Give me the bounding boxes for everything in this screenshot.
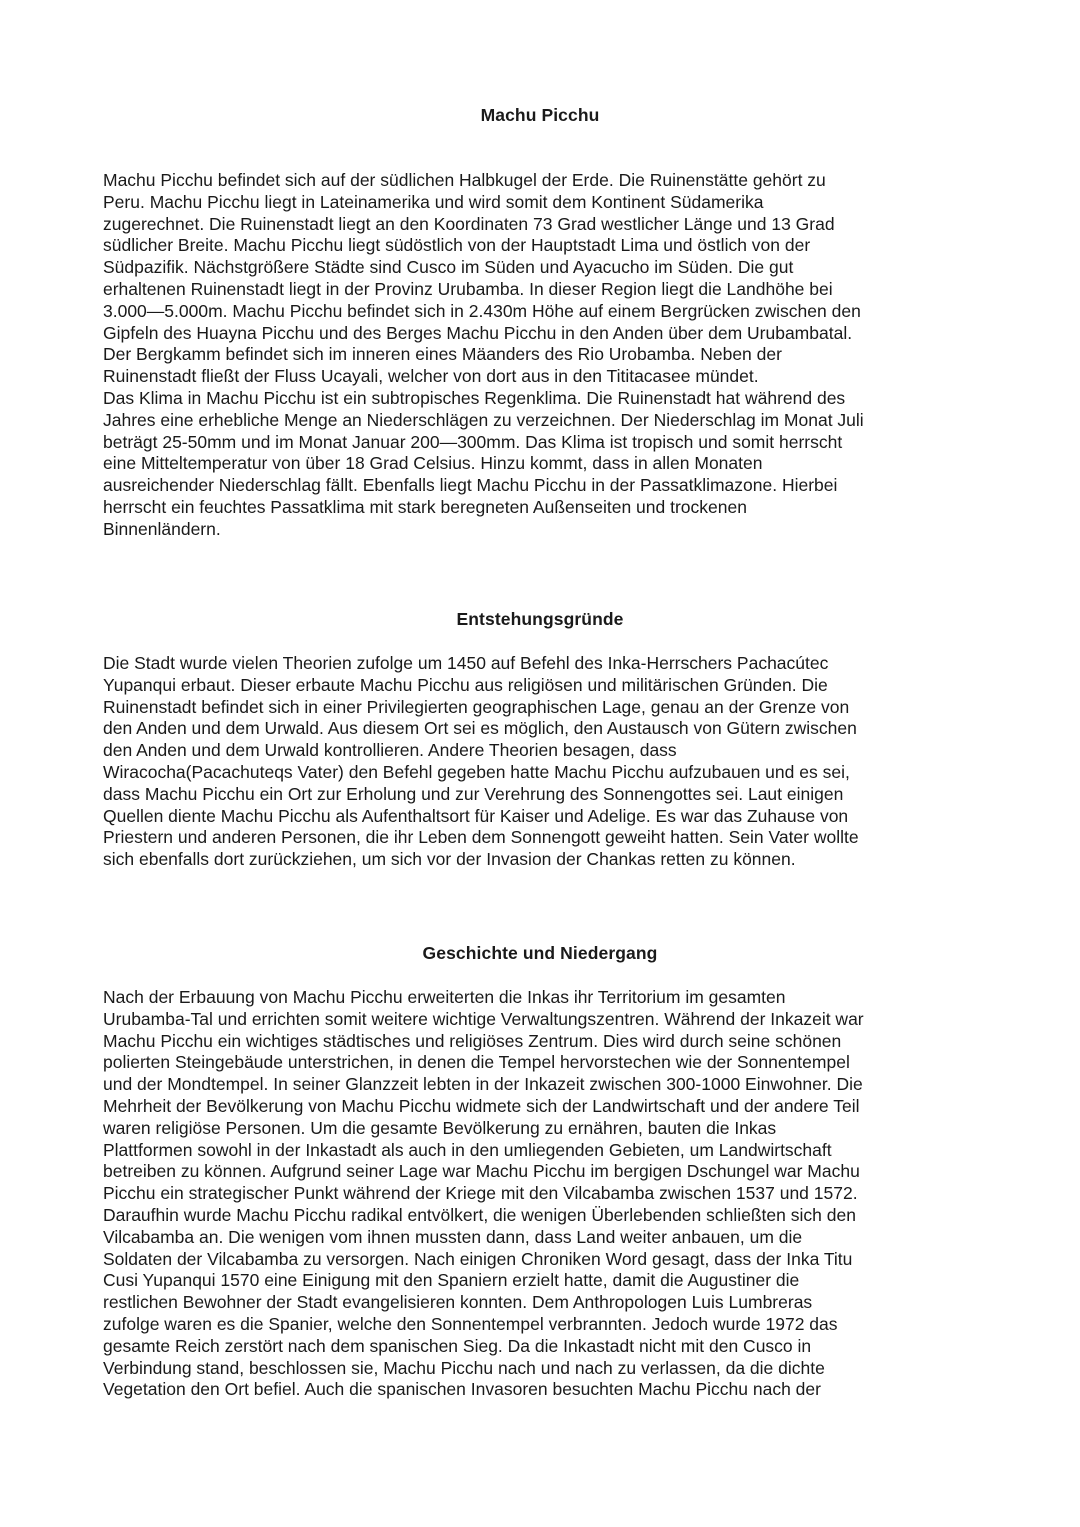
text-line: Der Bergkamm befindet sich im inneren eines Mäanders des Rio Urobamba. Neben der	[103, 344, 782, 365]
text-line: herrscht ein feuchtes Passatklima mit stark beregneten Außenseiten und trockenen	[103, 496, 747, 517]
text-line: Jahres eine erhebliche Menge an Niederschlägen zu verzeichnen. Der Niederschlag im Monat Juli	[103, 409, 864, 430]
text-line: den Anden und dem Urwald kontrollieren. Andere Theorien besagen, dass	[103, 740, 677, 761]
text-line: beträgt 25-50mm und im Monat Januar 200—300mm. Das Klima ist tropisch und somit herrscht	[103, 431, 843, 452]
text-line: waren religiöse Personen. Um die gesamte Bevölkerung zu ernähren, bauten die Inkas	[103, 1117, 777, 1138]
text-line: Machu Picchu befindet sich auf der südlichen Halbkugel der Erde. Die Ruinenstätte gehört zu	[103, 170, 826, 190]
text-line: Die Stadt wurde vielen Theorien zufolge um 1450 auf Befehl des Inka-Herrschers Pachacútec	[103, 653, 829, 673]
section-title-entstehungsgruende: Entstehungsgründe	[456, 609, 624, 629]
text-line: betreiben zu können. Aufgrund seiner Lage war Machu Picchu im bergigen Dschungel war Machu	[103, 1161, 860, 1182]
text-line: 3.000—5.000m. Machu Picchu befindet sich in 2.430m Höhe auf einem Bergrücken zwischen den	[103, 300, 861, 321]
text-line: Yupanqui erbaut. Dieser erbaute Machu Picchu aus religiösen und militärischen Gründen. Die	[103, 674, 828, 695]
text-line: Südpazifik. Nächstgrößere Städte sind Cusco im Süden und Ayacucho im Süden. Die gut	[103, 257, 794, 278]
text-line: dass Machu Picchu ein Ort zur Erholung und zur Verehrung des Sonnengottes sei. Laut einigen	[103, 783, 844, 804]
section-body-machu-picchu	[103, 170, 983, 541]
text-line: Gipfeln des Huayna Picchu und des Berges Machu Picchu in den Anden über dem Urubambatal.	[103, 322, 853, 343]
text-line: Priestern und anderen Personen, die ihr Leben dem Sonnengott geweiht hatten. Sein Vater wollte	[103, 827, 859, 848]
text-line: sich ebenfalls dort zurückziehen, um sich vor der Invasion der Chankas retten zu können.	[103, 849, 796, 870]
text-line: Daraufhin wurde Machu Picchu radikal entvölkert, die wenigen Überlebenden schließten sich den	[103, 1204, 856, 1225]
text-line: Machu Picchu ein wichtiges städtisches und religiöses Zentrum. Dies wird durch seine schönen	[103, 1030, 842, 1051]
text-line: Ruinenstadt befindet sich in einer Privilegierten geographischen Lage, genau an der Grenze von	[103, 696, 850, 717]
text-line: Cusi Yupanqui 1570 eine Einigung mit den Spaniern erzielt hatte, damit die Augustiner die	[103, 1270, 800, 1291]
section-body-geschichte	[103, 987, 983, 1401]
text-line: Urubamba-Tal und errichten somit weitere wichtige Verwaltungszentren. Während der Inkazeit war	[103, 1008, 864, 1029]
section-title-machu-picchu: Machu Picchu	[480, 105, 600, 125]
text-line: Das Klima in Machu Picchu ist ein subtropisches Regenklima. Die Ruinenstadt hat während des	[103, 387, 846, 408]
text-line: Plattformen sowohl in der Inkastadt als auch in den umliegenden Gebieten, um Landwirtschaft	[103, 1139, 832, 1160]
text-line: Quellen diente Machu Picchu als Aufenthaltsort für Kaiser und Adelige. Es war das Zuhause von	[103, 805, 849, 826]
text-line: zugerechnet. Die Ruinenstadt liegt an den Koordinaten 73 Grad westlicher Länge und 13 Grad	[103, 213, 835, 234]
section-title-geschichte: Geschichte und Niedergang	[422, 943, 658, 963]
text-line: den Anden und dem Urwald. Aus diesem Ort sei es möglich, den Austausch von Gütern zwischen	[103, 718, 857, 739]
text-line: südlicher Breite. Machu Picchu liegt südöstlich von der Hauptstadt Lima und östlich von der	[103, 235, 811, 256]
text-line: erhaltenen Ruinenstadt liegt in der Provinz Urubamba. In dieser Region liegt die Landhöhe bei	[103, 278, 833, 299]
text-line: Vegetation den Ort befiel. Auch die spanischen Invasoren besuchten Machu Picchu nach der	[103, 1379, 821, 1400]
text-line: Nach der Erbauung von Machu Picchu erweiterten die Inkas ihr Territorium im gesamten	[103, 987, 786, 1007]
text-line: Mehrheit der Bevölkerung von Machu Picchu widmete sich der Landwirtschaft und der andere Teil	[103, 1095, 860, 1116]
text-line: Soldaten der Vilcabamba zu versorgen. Nach einigen Chroniken Word gesagt, dass der Inka Titu	[103, 1248, 853, 1269]
text-line: Wiracocha(Pacachuteqs Vater) den Befehl gegeben hatte Machu Picchu aufzubauen und es sei,	[103, 761, 850, 782]
text-line: zufolge waren es die Spanier, welche den Sonnentempel verbrannten. Jedoch wurde 1972 das	[103, 1313, 838, 1334]
section-body-entstehungsgruende	[103, 653, 983, 871]
text-line: Picchu ein strategischer Punkt während der Kriege mit den Vilcabamba zwischen 1537 und 1572.	[103, 1183, 858, 1204]
text-line: und der Mondtempel. In seiner Glanzzeit lebten in der Inkazeit zwischen 300-1000 Einwohner. Die	[103, 1074, 863, 1095]
text-line: restlichen Bewohner der Stadt evangelisieren konnten. Dem Anthropologen Luis Lumbreras	[103, 1292, 813, 1313]
text-line: Ruinenstadt fließt der Fluss Ucayali, welcher von dort aus in den Tititacasee mündet.	[103, 366, 759, 387]
text-line: Binnenländern.	[103, 518, 221, 539]
text-line: Vilcabamba an. Die wenigen vom ihnen mussten dann, dass Land weiter anbauen, um die	[103, 1226, 803, 1247]
text-line: eine Mitteltemperatur von über 18 Grad Celsius. Hinzu kommt, dass in allen Monaten	[103, 453, 763, 474]
text-line: gesamte Reich zerstört nach dem spanischen Sieg. Da die Inkastadt nicht mit den Cusco in	[103, 1335, 812, 1356]
text-line: Verbindung stand, beschlossen sie, Machu Picchu nach und nach zu verlassen, da die dichte	[103, 1357, 825, 1378]
text-line: polierten Steingebäude unterstrichen, in denen die Tempel hervorstechen wie der Sonnentempel	[103, 1052, 850, 1073]
text-line: ausreichender Niederschlag fällt. Ebenfalls liegt Machu Picchu in der Passatklimazone. Hierbei	[103, 475, 838, 496]
text-line: Peru. Machu Picchu liegt in Lateinamerika und wird somit dem Kontinent Südamerika	[103, 191, 764, 212]
